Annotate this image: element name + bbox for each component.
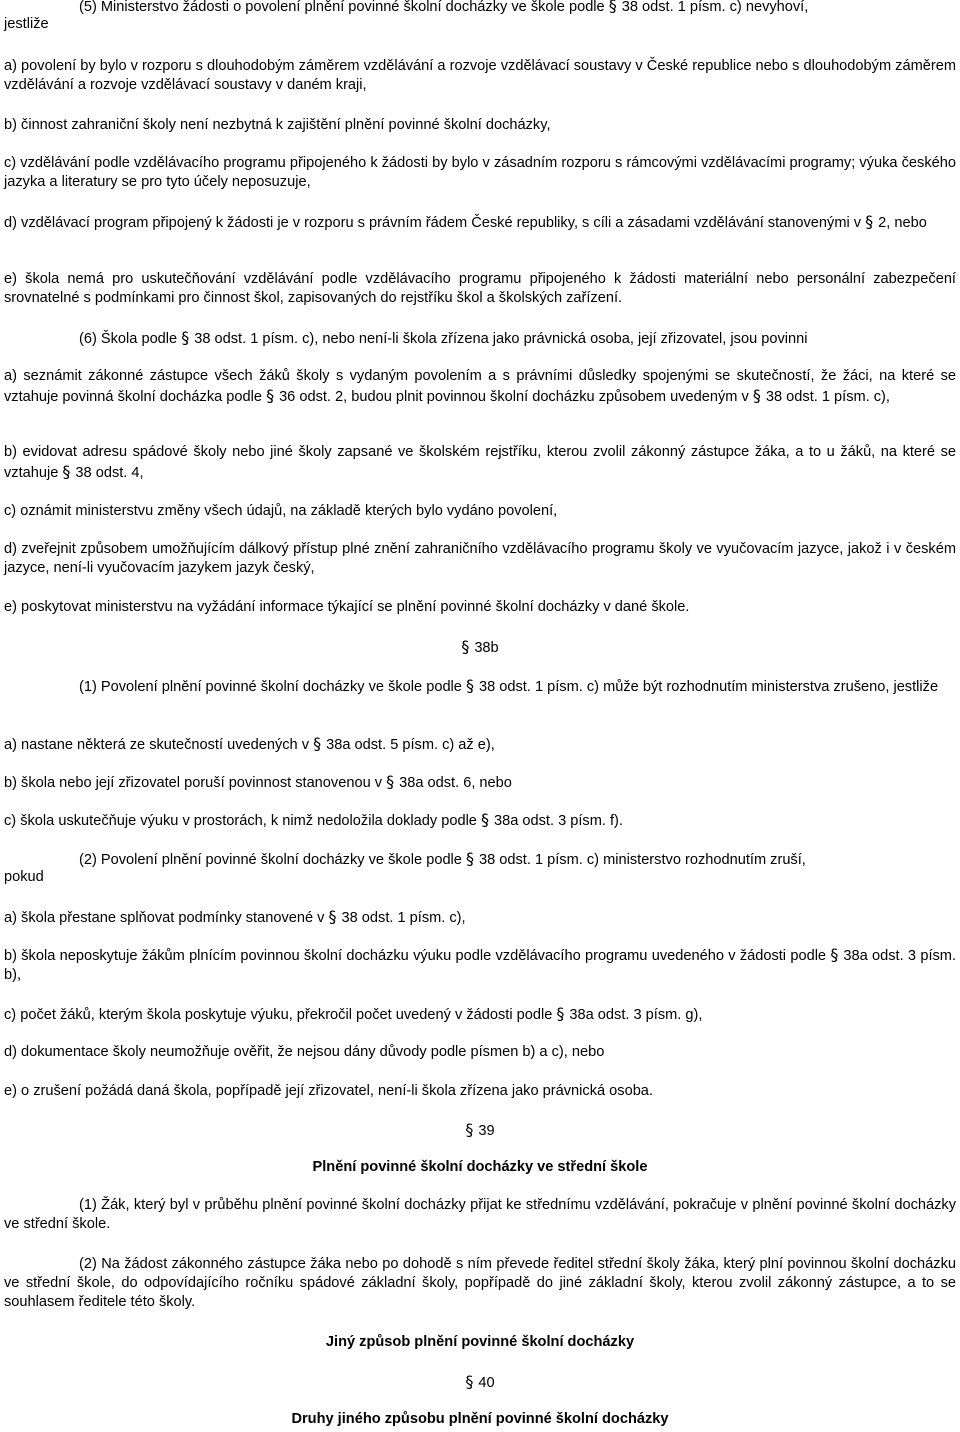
paragraph-5-ref: 38 odst. 1 písm. c) nevyhoví, [621, 0, 809, 15]
section-38b-p2-text: (2) Povolení plnění povinné školní docházky ve škole podle [79, 852, 462, 868]
item-p6-b-ref: 38 odst. 4, [75, 465, 144, 481]
item-38b-b2-text: b) škola neposkytuje žákům plnícím povinnou školní docházku výuku podle vzdělávacího programu uvedeného v žádosti podle [4, 948, 827, 964]
section-symbol: § [181, 328, 190, 347]
section-38b-p1-ref: 38 odst. 1 písm. c) může být rozhodnutím ministerstva zrušeno, jestliže [478, 679, 939, 695]
item-38b-c [4, 810, 956, 831]
item-38b-c2 [4, 1004, 956, 1025]
section-symbol: § [465, 676, 474, 695]
section-symbol: § [313, 734, 322, 753]
pokud-label: pokud [4, 869, 44, 885]
item-p6-c: c) oznámit ministerstvu změny všech údajů, na základě kterých bylo vydáno povolení, [4, 503, 558, 519]
item-p5-a: a) povolení by bylo v rozporu s dlouhodobým záměrem vzdělávání a rozvoje vzdělávací soustavy v České republice nebo s dlouhodobým záměrem vzdělávání a rozvoje vzdělávací soustavy v daném kraji, [4, 58, 956, 93]
item-38b-e2: e) o zrušení požádá daná škola, popřípadě její zřizovatel, není-li škola zřízena jako právnická osoba. [4, 1083, 653, 1099]
item-p5-d [4, 212, 956, 233]
item-38b-a2 [4, 907, 956, 928]
section-38b-p1-text: (1) Povolení plnění povinné školní docházky ve škole podle [79, 679, 462, 695]
item-p5-b: b) činnost zahraniční školy není nezbytná k zajištění plnění povinné školní docházky, [4, 117, 551, 133]
item-38b-b2-ref: 38a odst. 3 písm. b), [4, 948, 957, 983]
section-symbol: § [465, 1372, 474, 1391]
section-symbol: § [465, 1120, 474, 1139]
section-symbol: § [830, 945, 839, 964]
section-40-title: Druhy jiného způsobu plnění povinné školní docházky [291, 1411, 669, 1427]
item-38b-a-text: a) nastane některá ze skutečností uvedených v [4, 737, 310, 753]
section-38b-p1 [4, 676, 956, 697]
item-38b-b-ref: 38a odst. 6, nebo [399, 775, 512, 791]
section-39-p2: (2) Na žádost zákonného zástupce žáka nebo po dohodě s ním převede ředitel střední školy žáka, který plní povinnou školní docházku ve střední škole, do odpovídajícího ročníku spádové základní školy, popřípadě do jiné základní školy, kterou zvolil zákonný zástupce, a to se souhlasem ředitele této školy. [4, 1256, 956, 1310]
paragraph-5 [79, 0, 956, 17]
item-38b-c-text: c) škola uskutečňuje výuku v prostorách, k nimž nedoložila doklady podle [4, 813, 477, 829]
item-38b-a-ref: 38a odst. 5 písm. c) až e), [326, 737, 495, 753]
section-symbol: § [386, 772, 395, 791]
item-p6-d: d) zveřejnit způsobem umožňujícím dálkový přístup plné znění zahraničního vzdělávacího programu školy ve vyučovacím jazyce, jakož i v českém jazyce, není-li vyučovacím jazykem jazyk český, [4, 541, 956, 576]
jestlize-label: jestliže [4, 16, 49, 32]
item-38b-b2 [4, 945, 956, 985]
section-39-number: 39 [478, 1123, 495, 1139]
section-40-number: 40 [478, 1375, 495, 1391]
section-39-title: Plnění povinné školní docházky ve střední škole [312, 1159, 648, 1175]
other-title: Jiný způsob plnění povinné školní docházky [325, 1334, 635, 1350]
section-symbol: § [461, 637, 470, 656]
item-p5-c: c) vzdělávání podle vzdělávacího programu připojeného k žádosti by bylo v zásadním rozporu s rámcovými vzdělávacími programy; výuka českého jazyka a literatury se pro tyto účely neposuzuje, [4, 155, 956, 190]
section-40-heading [4, 1372, 956, 1393]
section-symbol: § [465, 849, 474, 868]
item-p5-d-text: d) vzdělávací program připojený k žádosti je v rozporu s právním řádem České republiky, s cíli a zásadami vzdělávání stanovenými v [4, 215, 862, 231]
section-38b-number: 38b [474, 640, 499, 656]
item-p5-e: e) škola nemá pro uskutečňování vzdělávání podle vzdělávacího programu připojeného k žádosti materiální nebo personální zabezpečení srovnatelné s podmínkami pro činnost škol, zapisovaných do rejstříku škol a školských zařízení. [4, 271, 956, 306]
item-38b-a2-ref: 38 odst. 1 písm. c), [341, 910, 466, 926]
item-p6-a-mid: 36 odst. 2, budou plnit povinnou školní docházku způsobem uvedeným v [279, 389, 749, 405]
item-p6-a-text: a) seznámit zákonné zástupce všech žáků školy s vydaným povolením a s právními důsledky spojenými se skutečností, že žáci, na které se vztahuje povinná školní docházka podle [4, 368, 956, 405]
paragraph-5-text: (5) Ministerstvo žádosti o povolení plnění povinné školní docházky ve škole podle [79, 0, 605, 15]
item-38b-c2-text: c) počet žáků, kterým škola poskytuje výuku, překročil počet uvedený v žádosti podle [4, 1007, 553, 1023]
section-symbol: § [328, 907, 337, 926]
item-38b-a2-text: a) škola přestane splňovat podmínky stanovené v [4, 910, 325, 926]
paragraph-6 [4, 328, 956, 349]
section-39-heading [4, 1120, 956, 1141]
section-38b-p2 [79, 849, 956, 870]
item-p6-a [4, 367, 956, 407]
paragraph-6-text: (6) Škola podle [79, 331, 178, 347]
item-38b-c-ref: 38a odst. 3 písm. f). [493, 813, 623, 829]
item-p6-a-ref: 38 odst. 1 písm. c), [765, 389, 890, 405]
section-symbol: § [556, 1004, 565, 1023]
section-symbol: § [608, 0, 617, 15]
section-symbol: § [480, 810, 489, 829]
item-38b-b-text: b) škola nebo její zřizovatel poruší povinnost stanovenou v [4, 775, 383, 791]
item-p6-e: e) poskytovat ministerstvu na vyžádání informace týkající se plnění povinné školní docházky v dané škole. [4, 599, 690, 615]
section-38b-heading [4, 637, 956, 658]
section-symbol: § [266, 386, 275, 405]
item-p6-b [4, 443, 956, 483]
item-38b-c2-ref: 38a odst. 3 písm. g), [569, 1007, 703, 1023]
section-39-p1: (1) Žák, který byl v průběhu plnění povinné školní docházky přijat ke střednímu vzdělávání, pokračuje v plnění povinné školní docházky ve střední škole. [4, 1197, 956, 1232]
section-symbol: § [62, 462, 71, 481]
item-p5-d-ref: 2, nebo [878, 215, 927, 231]
section-symbol: § [865, 212, 874, 231]
item-38b-d2: d) dokumentace školy neumožňuje ověřit, že nejsou dány důvody podle písmen b) a c), nebo [4, 1044, 605, 1060]
item-38b-a [4, 734, 956, 755]
item-38b-b [4, 772, 956, 793]
item-p6-b-text: b) evidovat adresu spádové školy nebo jiné školy zapsané ve školském rejstříku, kterou zvolil zákonný zástupce žáka, a to u žáků, na které se vztahuje [4, 444, 956, 481]
paragraph-6-ref: 38 odst. 1 písm. c), nebo není-li škola zřízena jako právnická osoba, její zřizovatel, jsou povinni [194, 331, 808, 347]
section-38b-p2-ref: 38 odst. 1 písm. c) ministerstvo rozhodnutím zruší, [478, 852, 806, 868]
section-symbol: § [752, 386, 761, 405]
